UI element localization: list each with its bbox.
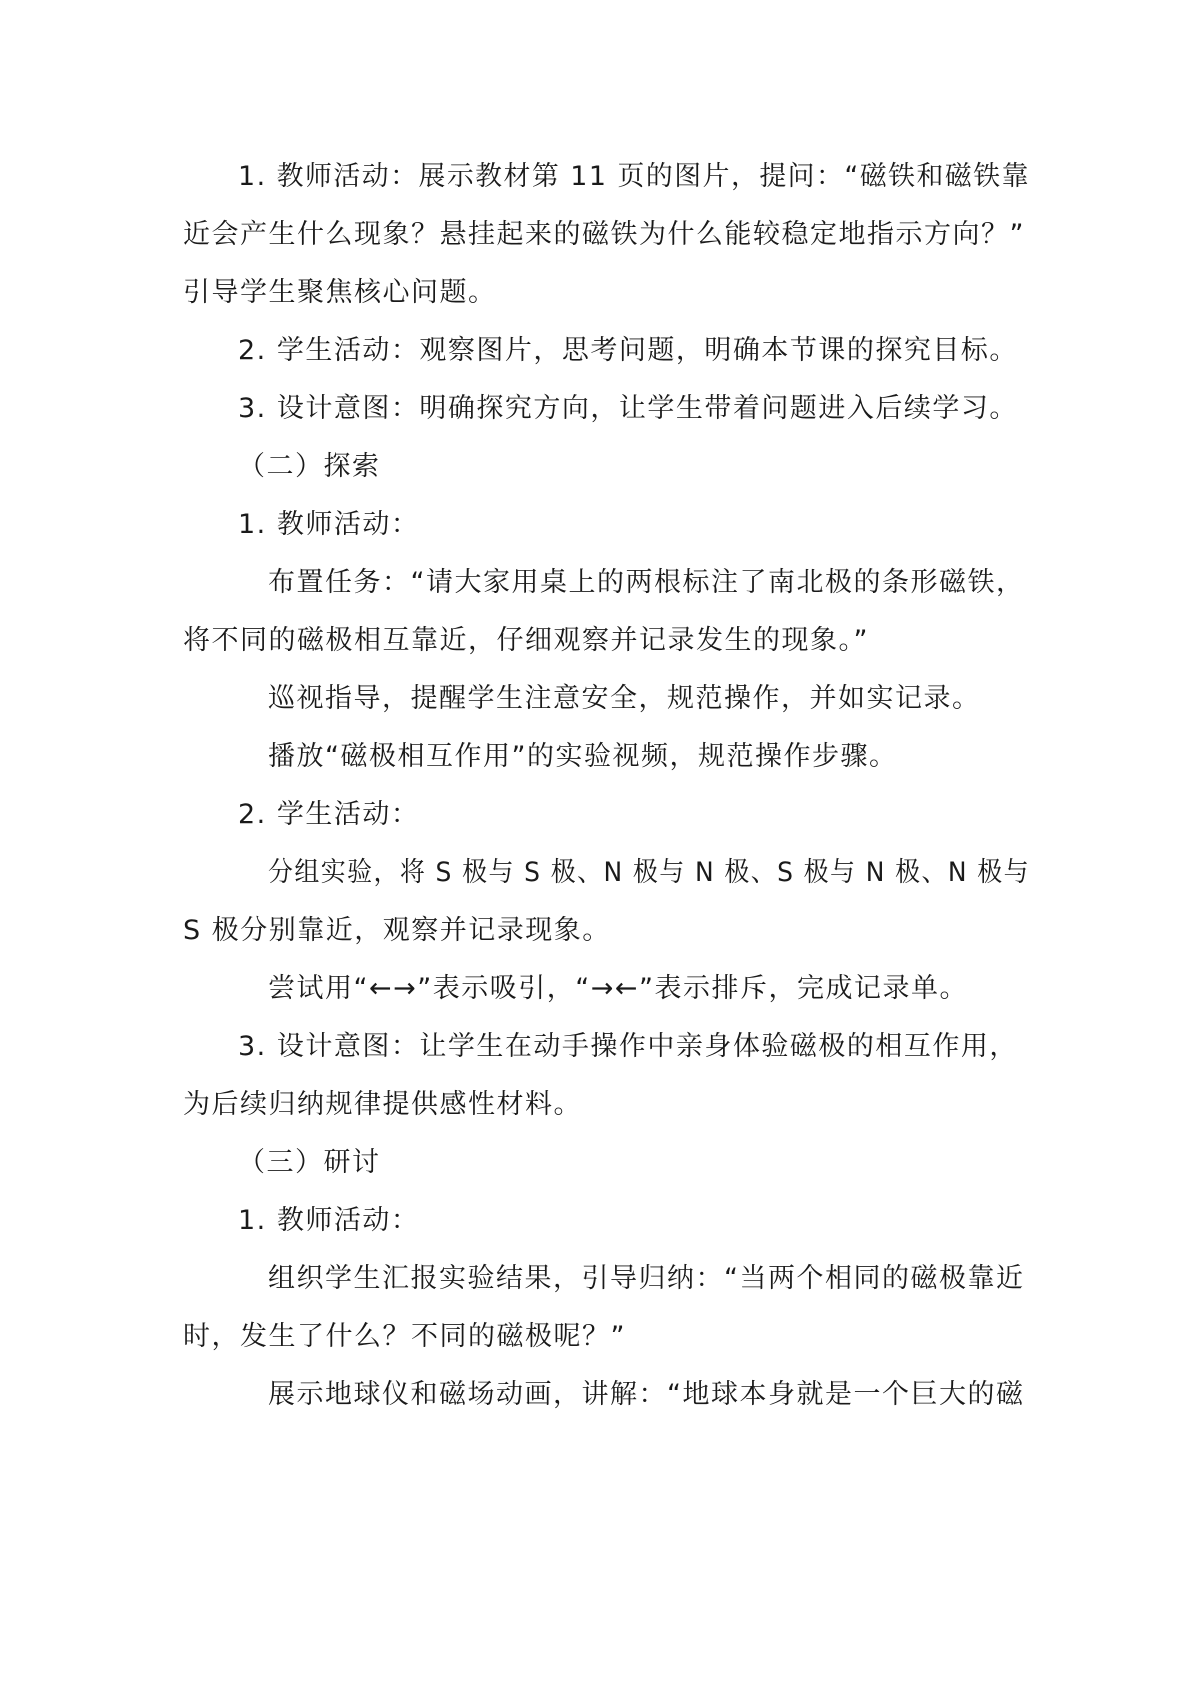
paragraph-line <box>0 331 1200 371</box>
line-text: （三）研讨 <box>238 1147 381 1178</box>
line-text: 为后续归纳规律提供感性材料。 <box>183 1089 582 1120</box>
paragraph-line <box>0 737 1200 777</box>
line-text: 近会产生什么现象？悬挂起来的磁铁为什么能较稳定地指示方向？” <box>183 219 1025 250</box>
paragraph-line <box>0 911 1200 951</box>
paragraph-line <box>0 273 1200 313</box>
line-text: 1. 教师活动： <box>238 509 420 540</box>
line-text: 展示地球仪和磁场动画，讲解：“地球本身就是一个巨大的磁 <box>268 1379 1025 1410</box>
line-text: 巡视指导，提醒学生注意安全，规范操作，并如实记录。 <box>268 683 981 714</box>
line-text: 1. 教师活动： <box>238 1205 420 1236</box>
line-text: 2. 学生活动： <box>238 799 420 830</box>
section-heading <box>0 447 1200 487</box>
line-text: 3. 设计意图：明确探究方向，让学生带着问题进入后续学习。 <box>238 393 1018 424</box>
line-text: 时，发生了什么？不同的磁极呢？” <box>183 1321 626 1352</box>
paragraph-line <box>0 1027 1200 1067</box>
line-text: 组织学生汇报实验结果，引导归纳：“当两个相同的磁极靠近 <box>268 1263 1025 1294</box>
line-text: S 极分别靠近，观察并记录现象。 <box>183 915 611 946</box>
paragraph-line <box>0 853 1200 893</box>
line-text: 3. 设计意图：让学生在动手操作中亲身体验磁极的相互作用， <box>238 1031 1018 1062</box>
section-heading <box>0 1143 1200 1183</box>
paragraph-line <box>0 621 1200 661</box>
paragraph-line <box>0 215 1200 255</box>
paragraph-line <box>0 505 1200 545</box>
line-text: 将不同的磁极相互靠近，仔细观察并记录发生的现象。” <box>183 625 869 656</box>
paragraph-line <box>0 679 1200 719</box>
line-text: 2. 学生活动：观察图片，思考问题，明确本节课的探究目标。 <box>238 335 1018 366</box>
paragraph-line <box>0 563 1200 603</box>
line-text: 引导学生聚焦核心问题。 <box>183 277 497 308</box>
line-text: 播放“磁极相互作用”的实验视频，规范操作步骤。 <box>268 741 898 772</box>
paragraph-line <box>0 795 1200 835</box>
paragraph-line <box>0 1375 1200 1415</box>
line-text: 分组实验，将 S 极与 S 极、N 极与 N 极、S 极与 N 极、N 极与 <box>268 857 1030 888</box>
paragraph-line <box>0 1317 1200 1357</box>
line-text: （二）探索 <box>238 451 381 482</box>
line-text: 尝试用“←→”表示吸引，“→←”表示排斥，完成记录单。 <box>268 973 968 1004</box>
paragraph-line <box>0 389 1200 429</box>
line-text: 1. 教师活动：展示教材第 11 页的图片，提问：“磁铁和磁铁靠 <box>238 161 1030 192</box>
paragraph-line <box>0 1085 1200 1125</box>
paragraph-line <box>0 1259 1200 1299</box>
paragraph-line <box>0 1201 1200 1241</box>
line-text: 布置任务：“请大家用桌上的两根标注了南北极的条形磁铁， <box>268 567 1025 598</box>
paragraph-line <box>0 157 1200 197</box>
paragraph-line <box>0 969 1200 1009</box>
